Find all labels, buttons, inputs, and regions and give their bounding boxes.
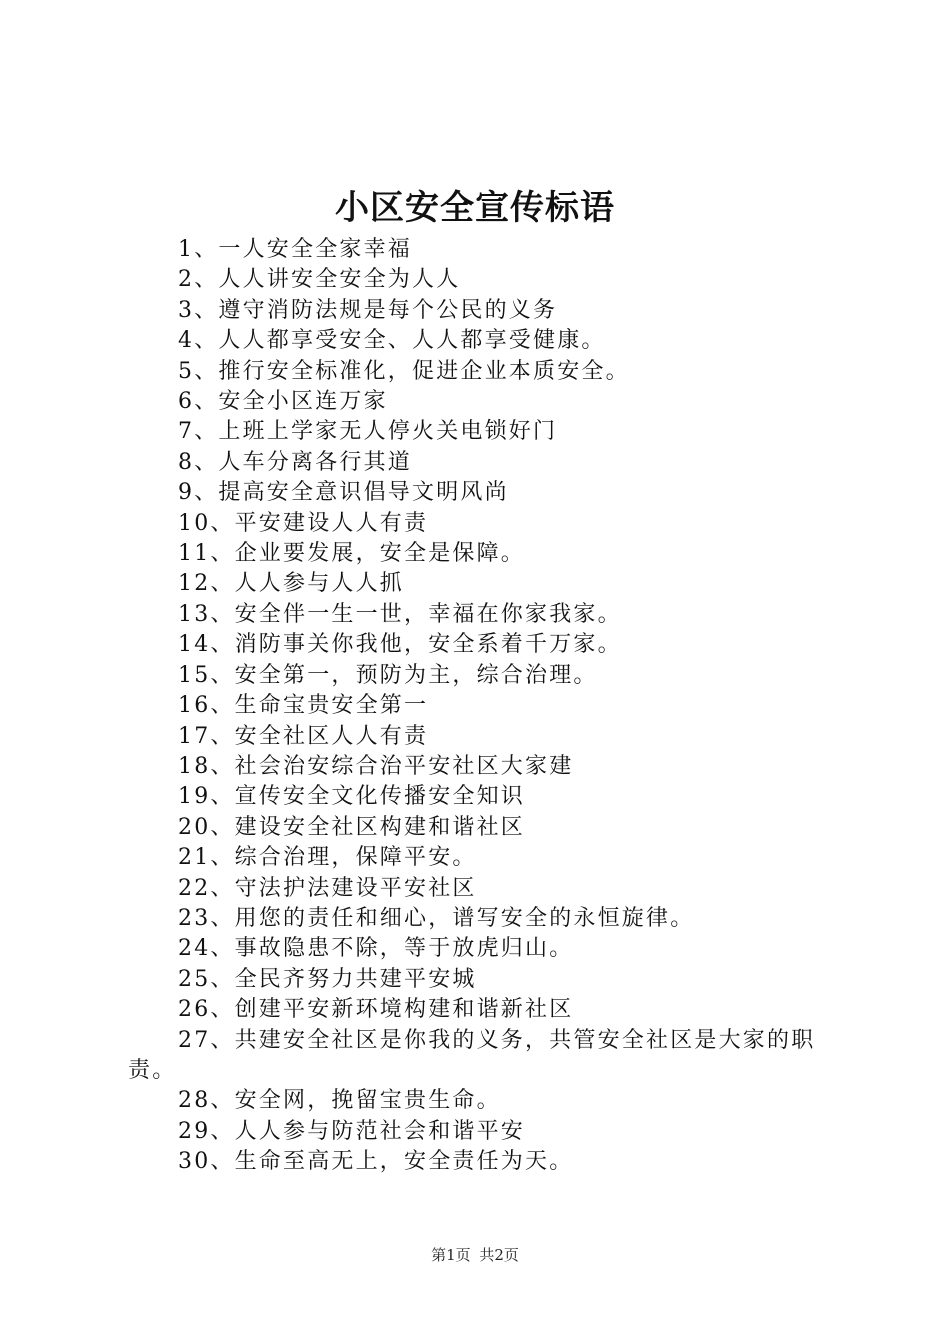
page-title: 小区安全宣传标语 <box>335 188 615 228</box>
list-item: 8、人车分离各行其道 <box>178 449 412 475</box>
list-item: 22、守法护法建设平安社区 <box>178 875 477 901</box>
page-footer <box>0 1243 950 1267</box>
list-item: 24、事故隐患不除，等于放虎归山。 <box>178 936 574 962</box>
list-item: 7、上班上学家无人停火关电锁好门 <box>178 419 558 445</box>
list-item: 12、人人参与人人抓 <box>178 571 404 597</box>
list-item: 5、推行安全标准化，促进企业本质安全。 <box>178 358 630 384</box>
list-item: 23、用您的责任和细心，谱写安全的永恒旋律。 <box>178 905 695 931</box>
list-item: 10、平安建设人人有责 <box>178 510 429 536</box>
list-item: 17、安全社区人人有责 <box>178 723 429 749</box>
list-item: 13、安全伴一生一世，幸福在你家我家。 <box>178 601 622 627</box>
list-item: 29、人人参与防范社会和谐平安 <box>178 1118 525 1144</box>
list-item: 26、创建平安新环境构建和谐新社区 <box>178 997 574 1023</box>
list-item: 4、人人都享受安全、人人都享受健康。 <box>178 328 606 354</box>
list-item: 21、综合治理，保障平安。 <box>178 845 477 871</box>
page-number: 第1页 <box>431 1246 471 1264</box>
slogan-list <box>128 235 838 1178</box>
list-item: 1、一人安全全家幸福 <box>178 237 412 262</box>
list-item: 19、宣传安全文化传播安全知识 <box>178 784 525 810</box>
page-total: 共2页 <box>479 1246 519 1264</box>
list-item: 15、安全第一，预防为主，综合治理。 <box>178 662 598 688</box>
list-item: 27、共建安全社区是你我的义务，共管安全社区是大家的职责。 <box>128 1027 816 1083</box>
list-item: 6、安全小区连万家 <box>178 389 388 415</box>
list-item: 18、社会治安综合治平安社区大家建 <box>178 753 574 779</box>
list-item: 9、提高安全意识倡导文明风尚 <box>178 480 509 506</box>
list-item: 20、建设安全社区构建和谐社区 <box>178 814 525 840</box>
list-item: 16、生命宝贵安全第一 <box>178 693 429 719</box>
list-item: 30、生命至高无上，安全责任为天。 <box>178 1149 574 1175</box>
list-item: 11、企业要发展，安全是保障。 <box>178 541 525 567</box>
list-item: 25、全民齐努力共建平安城 <box>178 966 477 992</box>
list-item: 14、消防事关你我他，安全系着千万家。 <box>178 632 622 658</box>
list-item: 3、遵守消防法规是每个公民的义务 <box>178 297 558 323</box>
list-item: 28、安全网，挽留宝贵生命。 <box>178 1088 501 1114</box>
list-item: 2、人人讲安全安全为人人 <box>178 267 461 293</box>
